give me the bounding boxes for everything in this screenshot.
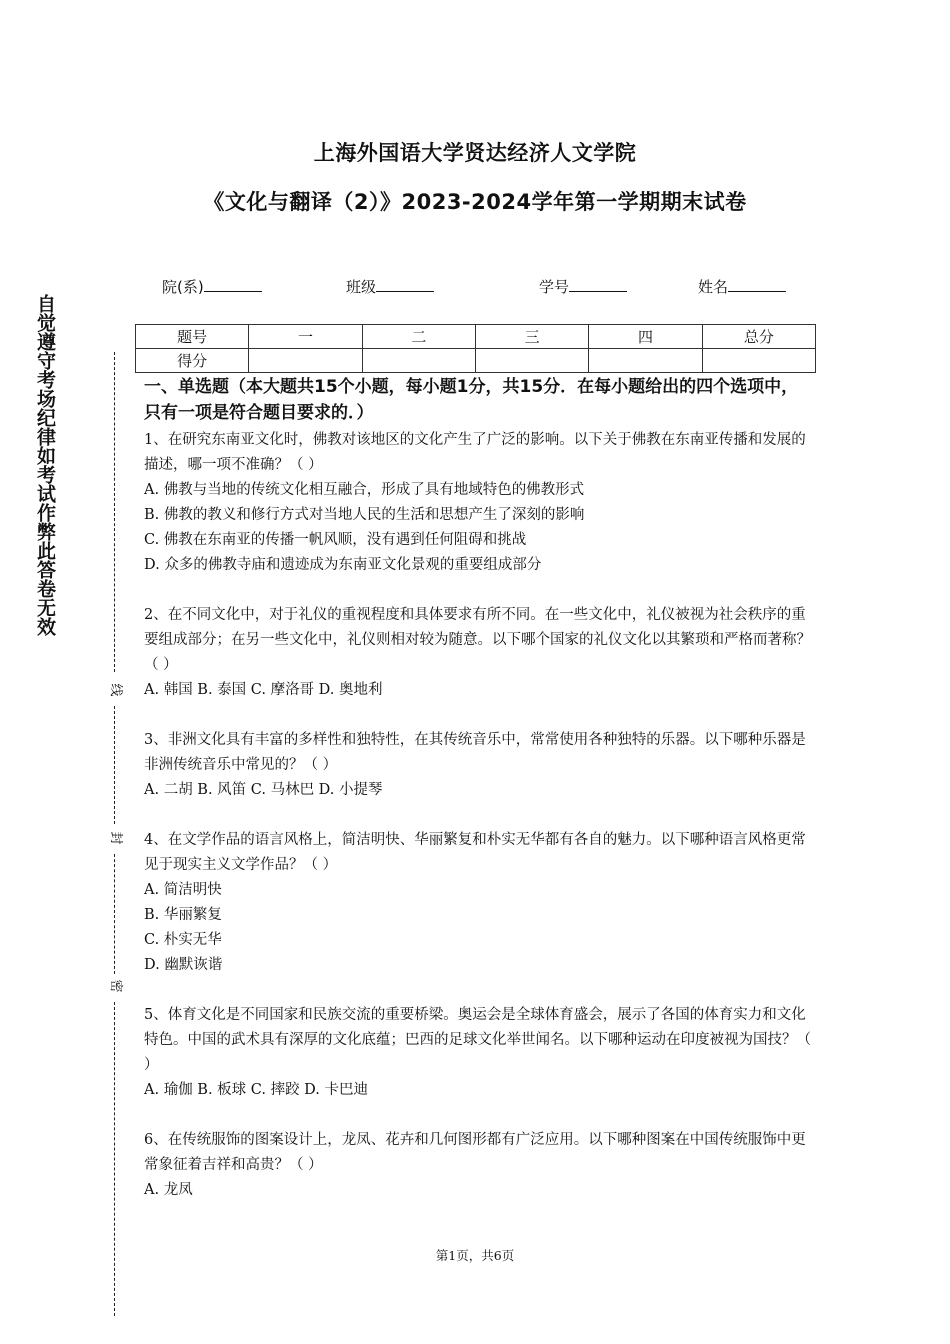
score-cell[interactable]: [589, 349, 702, 373]
score-label-cell: 得分: [136, 349, 249, 373]
section-heading: 一、单选题（本大题共15个小题，每小题1分，共15分．在每小题给出的四个选项中，只有一项是符合题目要求的．）: [144, 377, 799, 423]
options-line[interactable]: A. 韩国 B. 泰国 C. 摩洛哥 D. 奥地利: [144, 682, 383, 698]
name-field: [698, 276, 786, 297]
student-id-field: [539, 276, 627, 297]
score-table-header-cell: 总分: [702, 325, 815, 349]
score-table-header-cell: 二: [362, 325, 475, 349]
question-stem: 2、在不同文化中，对于礼仪的重视程度和具体要求有所不同。在一些文化中，礼仪被视为社会秩序的重要组成部分；在另一些文化中，礼仪则相对较为随意。以下哪个国家的礼仪文化以其繁琐和严格而著称？（ ）: [144, 607, 811, 673]
options-line[interactable]: A. 瑜伽 B. 板球 C. 摔跤 D. 卡巴迪: [144, 1082, 369, 1098]
seal-secret-char: 密: [107, 977, 123, 995]
score-cell[interactable]: [362, 349, 475, 373]
option-a[interactable]: A. 佛教与当地的传统文化相互融合，形成了具有地域特色的佛教形式: [144, 482, 585, 498]
department-label: 院(系): [162, 278, 204, 296]
seal-dashed-line: [114, 706, 115, 824]
option-a[interactable]: A. 龙凤: [144, 1182, 193, 1198]
score-table: [135, 324, 816, 373]
class-label: 班级: [346, 278, 377, 296]
option-b[interactable]: B. 佛教的教义和修行方式对当地人民的生活和思想产生了深刻的影响: [144, 507, 585, 523]
options-line[interactable]: A. 二胡 B. 风笛 C. 马林巴 D. 小提琴: [144, 782, 383, 798]
score-table-header-cell: 四: [589, 325, 702, 349]
seal-line-char: 线: [107, 681, 123, 699]
option-d[interactable]: D. 众多的佛教寺庙和遗迹成为东南亚文化景观的重要组成部分: [144, 557, 542, 573]
question-4: [144, 828, 814, 978]
score-table-header-cell: 一: [249, 325, 362, 349]
option-c[interactable]: C. 佛教在东南亚的传播一帆风顺，没有遇到任何阻碍和挑战: [144, 532, 527, 548]
question-stem: 6、在传统服饰的图案设计上，龙凤、花卉和几何图形都有广泛应用。以下哪种图案在中国传统服饰中更常象征着吉祥和高贵？（ ）: [144, 1132, 806, 1173]
score-cell[interactable]: [475, 349, 588, 373]
student-id-label: 学号: [539, 278, 570, 296]
name-label: 姓名: [698, 278, 729, 296]
question-6: [144, 1128, 814, 1203]
department-field: [162, 276, 262, 297]
seal-dashed-line: [114, 1002, 115, 1316]
question-stem: 1、在研究东南亚文化时，佛教对该地区的文化产生了广泛的影响。以下关于佛教在东南亚传播和发展的描述，哪一项不准确？（ ）: [144, 432, 806, 473]
seal-dashed-line: [114, 352, 115, 672]
student-id-blank[interactable]: [569, 277, 627, 292]
score-table-header-row: [136, 325, 816, 349]
university-title: 上海外国语大学贤达经济人文学院: [313, 141, 637, 165]
exam-title: 《文化与翻译（2）》2023-2024学年第一学期期末试卷: [203, 190, 747, 214]
question-stem: 3、非洲文化具有丰富的多样性和独特性，在其传统音乐中，常常使用各种独特的乐器。以下哪种乐器是非洲传统音乐中常见的？（ ）: [144, 732, 806, 773]
question-5: [144, 1003, 814, 1103]
class-field: [346, 276, 434, 297]
option-c[interactable]: C. 朴实无华: [144, 932, 222, 948]
option-b[interactable]: B. 华丽繁复: [144, 907, 222, 923]
question-stem: 5、体育文化是不同国家和民族交流的重要桥梁。奥运会是全球体育盛会，展示了各国的体育实力和文化特色。中国的武术具有深厚的文化底蕴；巴西的足球文化举世闻名。以下哪种运动在印度被视为国技？（ ）: [144, 1007, 811, 1073]
question-2: [144, 603, 814, 703]
section-single-choice: [144, 374, 814, 1228]
score-cell[interactable]: [702, 349, 815, 373]
score-table-header-cell: 题号: [136, 325, 249, 349]
option-d[interactable]: D. 幽默诙谐: [144, 957, 223, 973]
question-3: [144, 728, 814, 803]
question-stem: 4、在文学作品的语言风格上，简洁明快、华丽繁复和朴实无华都有各自的魅力。以下哪种语言风格更常见于现实主义文学作品？（ ）: [144, 832, 806, 873]
seal-dashed-line: [114, 854, 115, 974]
class-blank[interactable]: [376, 277, 434, 292]
question-1: [144, 428, 814, 578]
seal-seal-char: 封: [107, 829, 123, 847]
department-blank[interactable]: [204, 277, 262, 292]
score-table-score-row: [136, 349, 816, 373]
page-number: 第1页，共6页: [435, 1248, 515, 1263]
name-blank[interactable]: [728, 277, 786, 292]
score-table-header-cell: 三: [475, 325, 588, 349]
exam-discipline-notice: 自觉遵守考场纪律如考试作弊此答卷无效: [34, 294, 56, 636]
score-cell[interactable]: [249, 349, 362, 373]
option-a[interactable]: A. 简洁明快: [144, 882, 222, 898]
